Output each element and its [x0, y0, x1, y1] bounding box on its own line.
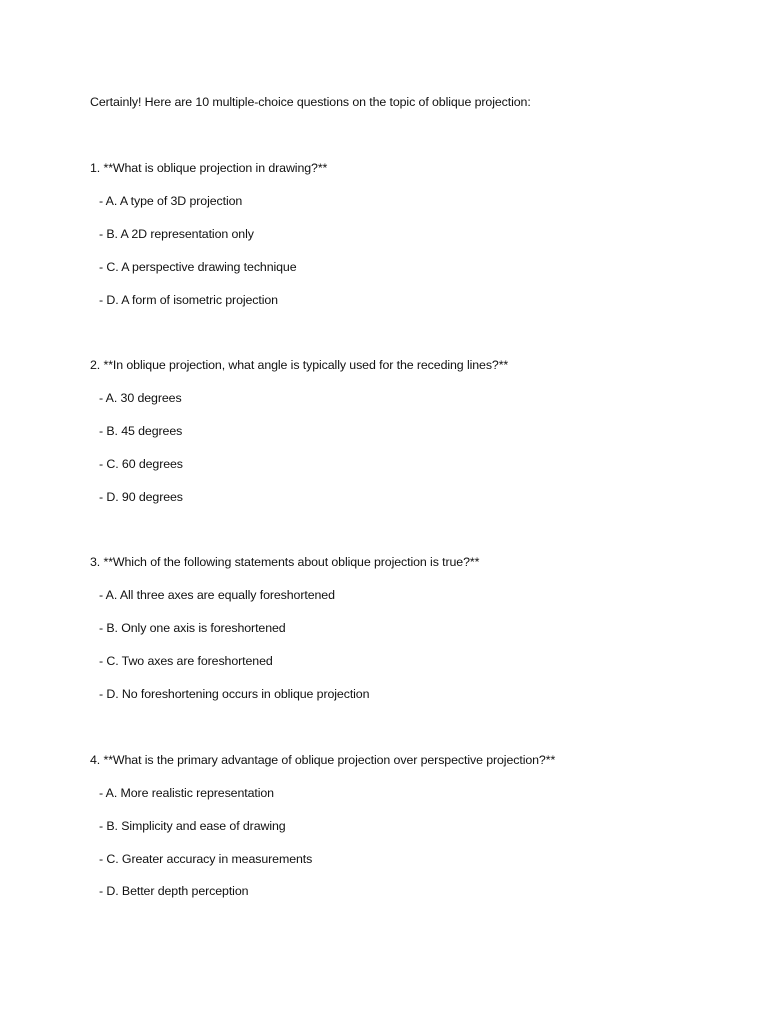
question-3-option-b: - B. Only one axis is foreshortened: [99, 621, 286, 635]
question-1-option-a: - A. A type of 3D projection: [99, 194, 243, 208]
question-3-option-d: - D. No foreshortening occurs in oblique projection: [99, 687, 370, 701]
question-4-option-a: - A. More realistic representation: [99, 786, 274, 800]
question-3: 3. **Which of the following statements about oblique projection is true?**: [90, 555, 480, 569]
question-3-option-c: - C. Two axes are foreshortened: [99, 654, 273, 668]
question-4-option-d: - D. Better depth perception: [99, 884, 249, 898]
question-4-option-b: - B. Simplicity and ease of drawing: [99, 819, 286, 833]
question-1-option-d: - D. A form of isometric projection: [99, 293, 278, 307]
question-2-option-b: - B. 45 degrees: [99, 424, 183, 438]
question-2: 2. **In oblique projection, what angle is typically used for the receding lines?**: [90, 358, 509, 372]
question-3-option-a: - A. All three axes are equally foreshortened: [99, 588, 335, 602]
question-1: 1. **What is oblique projection in drawing?**: [90, 161, 328, 175]
question-1-option-c: - C. A perspective drawing technique: [99, 260, 297, 274]
question-4-option-c: - C. Greater accuracy in measurements: [99, 852, 313, 866]
question-2-option-a: - A. 30 degrees: [99, 391, 182, 405]
question-4: 4. **What is the primary advantage of oblique projection over perspective projection?**: [90, 753, 556, 767]
question-1-option-b: - B. A 2D representation only: [99, 227, 254, 241]
question-2-option-d: - D. 90 degrees: [99, 490, 183, 504]
intro-text: Certainly! Here are 10 multiple-choice questions on the topic of oblique projection:: [90, 95, 531, 109]
question-2-option-c: - C. 60 degrees: [99, 457, 183, 471]
